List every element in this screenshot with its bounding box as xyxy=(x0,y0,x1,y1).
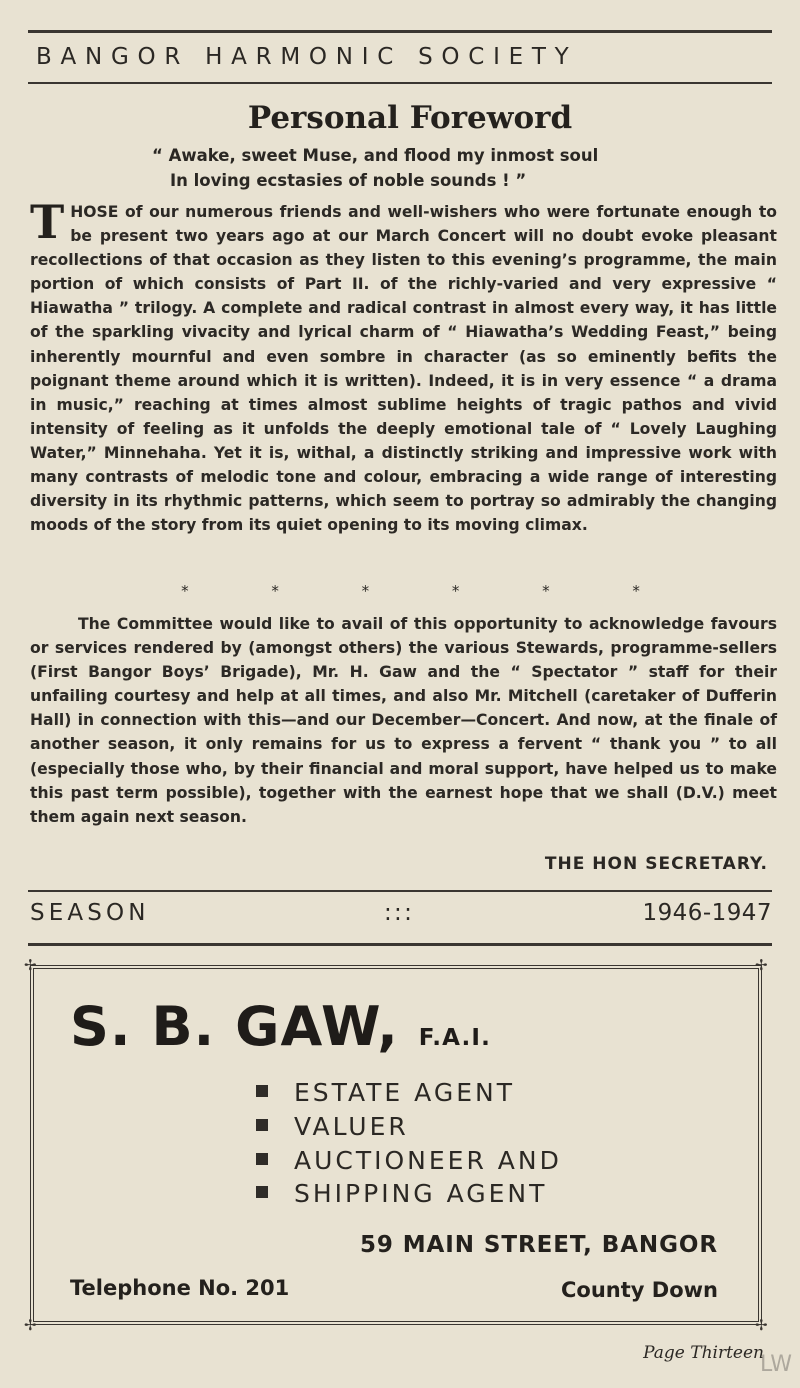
page-number: Page Thirteen xyxy=(643,1343,764,1363)
season-rule-bottom xyxy=(28,943,772,946)
foreword-paragraph-2: The Committee would like to avail of this opportunity to acknowledge favours or services rendered by (amongst others) the various Stewards, programme-sellers (First Bangor Boys’ Brigade), Mr. H. Gaw and the “ Spectator ” staff for their unfailing courtesy and help at all times, and also Mr. Mitchell (caretaker of Dufferin Hall) in connection with this—and our December—Concert. And now, at the finale of another season, it only remains for us to express a fervent “ thank you ” to all (especially those who, by their financial and moral support, have helped us to make this past term possible), together with the earnest hope that we shall (D.V.) meet them again next season. xyxy=(30,615,777,826)
corner-ornament-icon: ✢ xyxy=(755,1316,768,1334)
season-rule-top xyxy=(28,890,772,892)
square-bullet-icon xyxy=(256,1186,268,1198)
advert-county: County Down xyxy=(561,1278,718,1302)
service-item: VALUER xyxy=(256,1112,409,1141)
firm-suffix: F.A.I. xyxy=(418,1025,491,1051)
firm-name-text: S. B. GAW, xyxy=(70,995,399,1058)
season-divider: ::: xyxy=(384,900,415,926)
service-item: ESTATE AGENT xyxy=(256,1078,515,1107)
corner-ornament-icon: ✢ xyxy=(24,956,37,974)
foreword-paragraph-1 xyxy=(30,195,777,537)
service-item: SHIPPING AGENT xyxy=(256,1179,547,1208)
corner-ornament-icon: ✢ xyxy=(755,956,768,974)
section-separator: * * * * * * xyxy=(181,582,679,600)
top-rule-thin xyxy=(28,82,772,84)
signature: THE HON SECRETARY. xyxy=(544,854,768,874)
square-bullet-icon xyxy=(256,1153,268,1165)
service-item: AUCTIONEER AND xyxy=(256,1146,562,1175)
verse-line-1: “ Awake, sweet Muse, and flood my inmost soul xyxy=(152,146,599,165)
advert-address: 59 MAIN STREET, BANGOR xyxy=(359,1232,718,1258)
page-title: Personal Foreword xyxy=(247,100,573,136)
society-header: BANGOR HARMONIC SOCIETY xyxy=(36,44,578,70)
top-rule-thick xyxy=(28,30,772,33)
square-bullet-icon xyxy=(256,1085,268,1097)
verse-line-2: In loving ecstasies of noble sounds ! ” xyxy=(170,171,527,190)
square-bullet-icon xyxy=(256,1119,268,1131)
season-years: 1946-1947 xyxy=(642,900,772,926)
corner-ornament-icon: ✢ xyxy=(24,1316,37,1334)
watermark: LW xyxy=(760,1352,792,1377)
season-label: SEASON xyxy=(30,900,150,926)
paragraph-1-text: HOSE of our numerous friends and well-wishers who were fortunate enough to be present two years ago at our March Concert will no doubt evoke pleasant recollections of that occasion as they listen to this evening’s programme, the main portion of which consists of Part II. of the richly-varied and very expressive “ Hiawatha ” trilogy. A complete and radical contrast in almost every way, it has little of the sparkling vivacity and lyrical charm of “ Hiawatha’s Wedding Feast,” being inherently mournful and even sombre in character (as so eminently befits the poignant theme around which it is written). Indeed, it is in very essence “ a drama in music,” reaching at times almost sublime heights of tragic pathos and vivid intensity of feeling as it unfolds the deeply emotional tale of “ Lovely Laughing Water,” Minnehaha. Yet it is, withal, a distinctly striking and impressive work with many contrasts of melodic tone and colour, embracing a wide range of interesting diversity in its rhythmic patterns, which seem to portray so admirably the changing moods of the story from its quiet opening to its moving climax. xyxy=(30,203,777,535)
advert-telephone: Telephone No. 201 xyxy=(70,1276,290,1300)
firm-name xyxy=(70,995,491,1058)
drop-cap: T xyxy=(30,195,65,249)
